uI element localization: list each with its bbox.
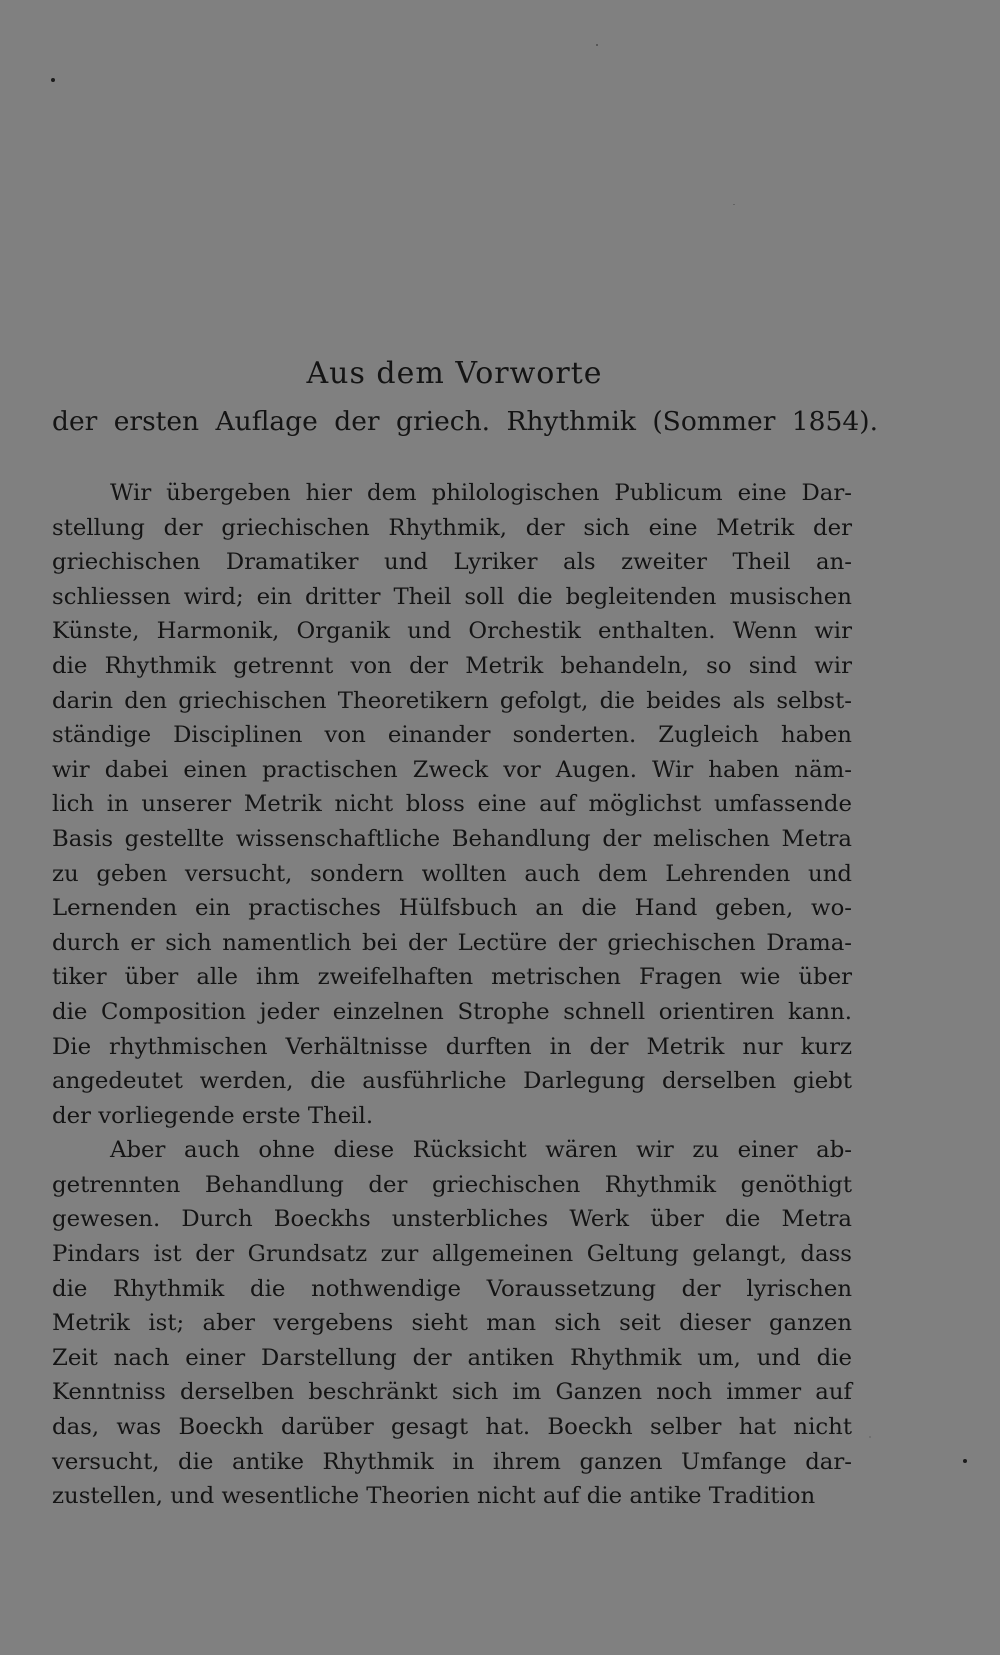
page-subtitle: der ersten Auflage der griech. Rhythmik (Sommer 1854). [52, 406, 878, 437]
text-line: zu geben versucht, sondern wollten auch dem Lehrenden und [52, 860, 852, 887]
text-line: Basis gestellte wissenschaftliche Behandlung der melischen Metra [52, 825, 852, 852]
text-line: Lernenden ein practisches Hülfsbuch an die Hand geben, wo- [52, 895, 852, 922]
text-line: zustellen, und wesentliche Theorien nicht auf die antike Tradition [52, 1483, 816, 1510]
ink-speck [733, 204, 735, 205]
paragraph [52, 476, 852, 1133]
text-line: tiker über alle ihm zweifelhaften metrischen Fragen wie über [52, 964, 852, 991]
text-line: stellung der griechischen Rhythmik, der sich eine Metrik der [52, 514, 852, 541]
text-line: lich in unserer Metrik nicht bloss eine auf möglichst umfassende [52, 791, 852, 818]
text-line: die Rhythmik getrennt von der Metrik behandeln, so sind wir [52, 652, 852, 679]
text-line: der vorliegende erste Theil. [52, 1102, 374, 1129]
text-line: darin den griechischen Theoretikern gefolgt, die beides als selbst- [52, 687, 852, 714]
text-line: Pindars ist der Grundsatz zur allgemeinen Geltung gelangt, dass [52, 1241, 852, 1268]
text-line: Aber auch ohne diese Rücksicht wären wir zu einer ab- [110, 1137, 852, 1164]
text-line: getrennten Behandlung der griechischen Rhythmik genöthigt [52, 1171, 852, 1198]
text-line: Wir übergeben hier dem philologischen Publicum eine Dar- [110, 480, 852, 506]
ink-speck [51, 78, 55, 82]
text-line: Kenntniss derselben beschränkt sich im Ganzen noch immer auf [52, 1379, 852, 1406]
text-line: gewesen. Durch Boeckhs unsterbliches Werk über die Metra [52, 1206, 852, 1233]
ink-speck [869, 1436, 871, 1438]
ink-speck [596, 44, 598, 46]
text-line: das, was Boeckh darüber gesagt hat. Boeckh selber hat nicht [52, 1414, 852, 1441]
page-body [52, 356, 878, 1514]
text-line: durch er sich namentlich bei der Lectüre der griechischen Drama- [52, 929, 852, 956]
text-line: angedeutet werden, die ausführliche Darlegung derselben giebt [52, 1068, 852, 1095]
text-line: griechischen Dramatiker und Lyriker als zweiter Theil an- [52, 549, 852, 576]
text-line: versucht, die antike Rhythmik in ihrem ganzen Umfange dar- [52, 1448, 852, 1475]
text-line: Metrik ist; aber vergebens sieht man sich seit dieser ganzen [52, 1310, 852, 1337]
text-line: Zeit nach einer Darstellung der antiken Rhythmik um, und die [52, 1344, 852, 1371]
page-title: Aus dem Vorworte [306, 356, 603, 391]
text-line: wir dabei einen practischen Zweck vor Augen. Wir haben näm- [52, 756, 852, 783]
text-line: ständige Disciplinen von einander sonderten. Zugleich haben [52, 722, 852, 749]
text-line: die Composition jeder einzelnen Strophe schnell orientiren kann. [52, 998, 852, 1025]
ink-speck [963, 1459, 967, 1463]
text-line: Künste, Harmonik, Organik und Orchestik enthalten. Wenn wir [52, 618, 852, 645]
text-line: die Rhythmik die nothwendige Voraussetzung der lyrischen [52, 1275, 852, 1302]
text-line: schliessen wird; ein dritter Theil soll die begleitenden musischen [52, 583, 852, 610]
paragraph [52, 1133, 852, 1514]
text-line: Die rhythmischen Verhältnisse durften in der Metrik nur kurz [52, 1033, 852, 1060]
